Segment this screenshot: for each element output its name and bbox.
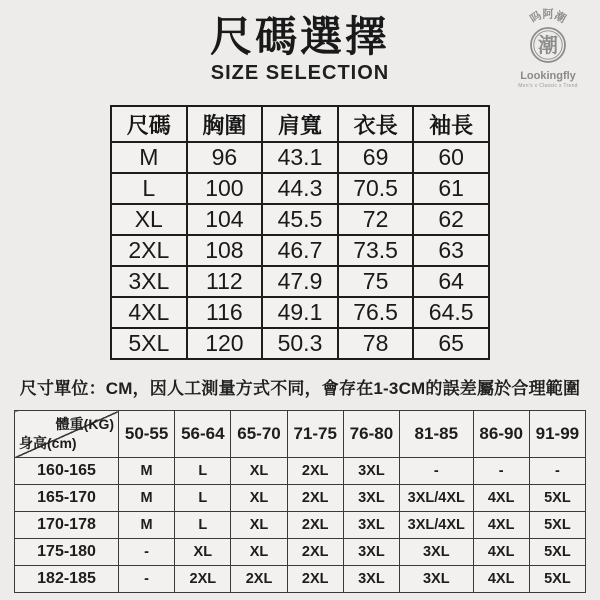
recommended-size-cell: 2XL — [287, 539, 343, 566]
svg-text:吗阿潮: 吗阿潮 — [528, 8, 568, 26]
measurement-cell: 72 — [338, 204, 414, 235]
recommended-size-cell: 5XL — [529, 566, 585, 593]
recommended-size-cell: M — [119, 512, 175, 539]
recommended-size-cell: 3XL — [400, 539, 474, 566]
height-range-cell: 160-165 — [15, 458, 119, 485]
weight-range-header-cell: 50-55 — [119, 411, 175, 458]
fit-table-header-row — [15, 411, 586, 458]
measurement-cell: 100 — [187, 173, 263, 204]
size-table-body — [111, 142, 489, 359]
measurement-cell: 70.5 — [338, 173, 414, 204]
weight-range-header-cell: 56-64 — [175, 411, 231, 458]
corner-height-label: 身高(cm) — [19, 435, 77, 452]
recommended-size-cell: M — [119, 458, 175, 485]
weight-range-header-cell: 71-75 — [287, 411, 343, 458]
measurement-note: 尺寸單位：CM，因人工測量方式不同，會存在1-3CM的誤差屬於合理範圍 — [19, 379, 581, 399]
brand-logo — [508, 8, 588, 89]
size-label-cell: 2XL — [111, 235, 187, 266]
size-label-cell: 3XL — [111, 266, 187, 297]
recommended-size-cell: 2XL — [175, 566, 231, 593]
fit-table-corner-cell — [15, 411, 119, 458]
page-subtitle: SIZE SELECTION — [210, 62, 390, 85]
measurement-cell: 49.1 — [262, 297, 338, 328]
recommended-size-cell: 3XL/4XL — [400, 485, 474, 512]
size-table-header-row — [111, 106, 489, 142]
size-table-header-cell: 尺碼 — [111, 106, 187, 142]
page-title: 尺碼選擇 — [209, 13, 390, 60]
measurement-cell: 69 — [338, 142, 414, 173]
measurement-cell: 62 — [413, 204, 489, 235]
recommended-size-cell: 2XL — [287, 512, 343, 539]
recommended-size-cell: 3XL — [343, 512, 399, 539]
measurement-cell: 78 — [338, 328, 414, 359]
size-table-row — [111, 235, 489, 266]
recommended-size-cell: XL — [231, 458, 287, 485]
measurement-cell: 75 — [338, 266, 414, 297]
height-range-cell: 165-170 — [15, 485, 119, 512]
recommended-size-cell: 2XL — [287, 485, 343, 512]
size-table-row — [111, 328, 489, 359]
recommended-size-cell: 3XL — [400, 566, 474, 593]
measurement-cell: 44.3 — [262, 173, 338, 204]
recommended-size-cell: 2XL — [231, 566, 287, 593]
recommended-size-cell: - — [529, 458, 585, 485]
measurement-cell: 104 — [187, 204, 263, 235]
size-table — [110, 105, 490, 360]
recommended-size-cell: - — [400, 458, 474, 485]
weight-range-header-cell: 81-85 — [400, 411, 474, 458]
recommended-size-cell: 3XL/4XL — [400, 512, 474, 539]
corner-weight-label: 體重(KG) — [55, 416, 114, 433]
recommended-size-cell: 2XL — [287, 566, 343, 593]
measurement-cell: 45.5 — [262, 204, 338, 235]
recommended-size-cell: M — [119, 485, 175, 512]
measurement-cell: 64.5 — [413, 297, 489, 328]
recommended-size-cell: - — [473, 458, 529, 485]
size-label-cell: XL — [111, 204, 187, 235]
recommended-size-cell: L — [175, 512, 231, 539]
recommended-size-cell: L — [175, 458, 231, 485]
svg-text:潮: 潮 — [538, 35, 558, 57]
measurement-cell: 47.9 — [262, 266, 338, 297]
measurement-cell: 96 — [187, 142, 263, 173]
measurement-cell: 108 — [187, 235, 263, 266]
size-table-header-cell: 衣長 — [338, 106, 414, 142]
recommended-size-cell: 5XL — [529, 512, 585, 539]
recommended-size-cell: L — [175, 485, 231, 512]
recommended-size-cell: XL — [231, 485, 287, 512]
measurement-cell: 73.5 — [338, 235, 414, 266]
size-label-cell: 4XL — [111, 297, 187, 328]
fit-table — [14, 410, 586, 593]
measurement-cell: 63 — [413, 235, 489, 266]
recommended-size-cell: XL — [231, 539, 287, 566]
recommended-size-cell: 5XL — [529, 539, 585, 566]
recommended-size-cell: 4XL — [473, 485, 529, 512]
fit-table-row — [15, 539, 586, 566]
height-range-cell: 182-185 — [15, 566, 119, 593]
recommended-size-cell: 3XL — [343, 539, 399, 566]
recommended-size-cell: 3XL — [343, 458, 399, 485]
height-range-cell: 170-178 — [15, 512, 119, 539]
recommended-size-cell: 5XL — [529, 485, 585, 512]
size-table-row — [111, 266, 489, 297]
brand-name: Lookingfly — [520, 69, 576, 82]
size-label-cell: 5XL — [111, 328, 187, 359]
size-label-cell: L — [111, 173, 187, 204]
measurement-cell: 50.3 — [262, 328, 338, 359]
recommended-size-cell: XL — [231, 512, 287, 539]
recommended-size-cell: 4XL — [473, 539, 529, 566]
recommended-size-cell: 4XL — [473, 566, 529, 593]
measurement-cell: 76.5 — [338, 297, 414, 328]
size-table-header-cell: 肩寬 — [262, 106, 338, 142]
recommended-size-cell: - — [119, 566, 175, 593]
weight-range-header-cell: 91-99 — [529, 411, 585, 458]
size-table-row — [111, 173, 489, 204]
brand-tagline: Men's x Classic x Trend — [518, 82, 578, 89]
size-table-row — [111, 204, 489, 235]
weight-range-header-cell: 65-70 — [231, 411, 287, 458]
brand-seal-icon — [511, 8, 585, 64]
size-table-header-cell: 袖長 — [413, 106, 489, 142]
recommended-size-cell: 4XL — [473, 512, 529, 539]
fit-table-row — [15, 566, 586, 593]
measurement-cell: 65 — [413, 328, 489, 359]
size-table-row — [111, 297, 489, 328]
measurement-cell: 64 — [413, 266, 489, 297]
recommended-size-cell: XL — [175, 539, 231, 566]
size-table-header-cell: 胸圍 — [187, 106, 263, 142]
measurement-cell: 43.1 — [262, 142, 338, 173]
recommended-size-cell: 3XL — [343, 485, 399, 512]
height-range-cell: 175-180 — [15, 539, 119, 566]
measurement-cell: 120 — [187, 328, 263, 359]
weight-range-header-cell: 76-80 — [343, 411, 399, 458]
recommended-size-cell: 3XL — [343, 566, 399, 593]
recommended-size-cell: - — [119, 539, 175, 566]
recommended-size-cell: 2XL — [287, 458, 343, 485]
measurement-cell: 116 — [187, 297, 263, 328]
fit-table-row — [15, 512, 586, 539]
measurement-cell: 46.7 — [262, 235, 338, 266]
measurement-cell: 112 — [187, 266, 263, 297]
size-label-cell: M — [111, 142, 187, 173]
size-table-row — [111, 142, 489, 173]
fit-table-body — [15, 458, 586, 593]
measurement-cell: 61 — [413, 173, 489, 204]
fit-table-row — [15, 485, 586, 512]
measurement-cell: 60 — [413, 142, 489, 173]
fit-table-row — [15, 458, 586, 485]
weight-range-header-cell: 86-90 — [473, 411, 529, 458]
